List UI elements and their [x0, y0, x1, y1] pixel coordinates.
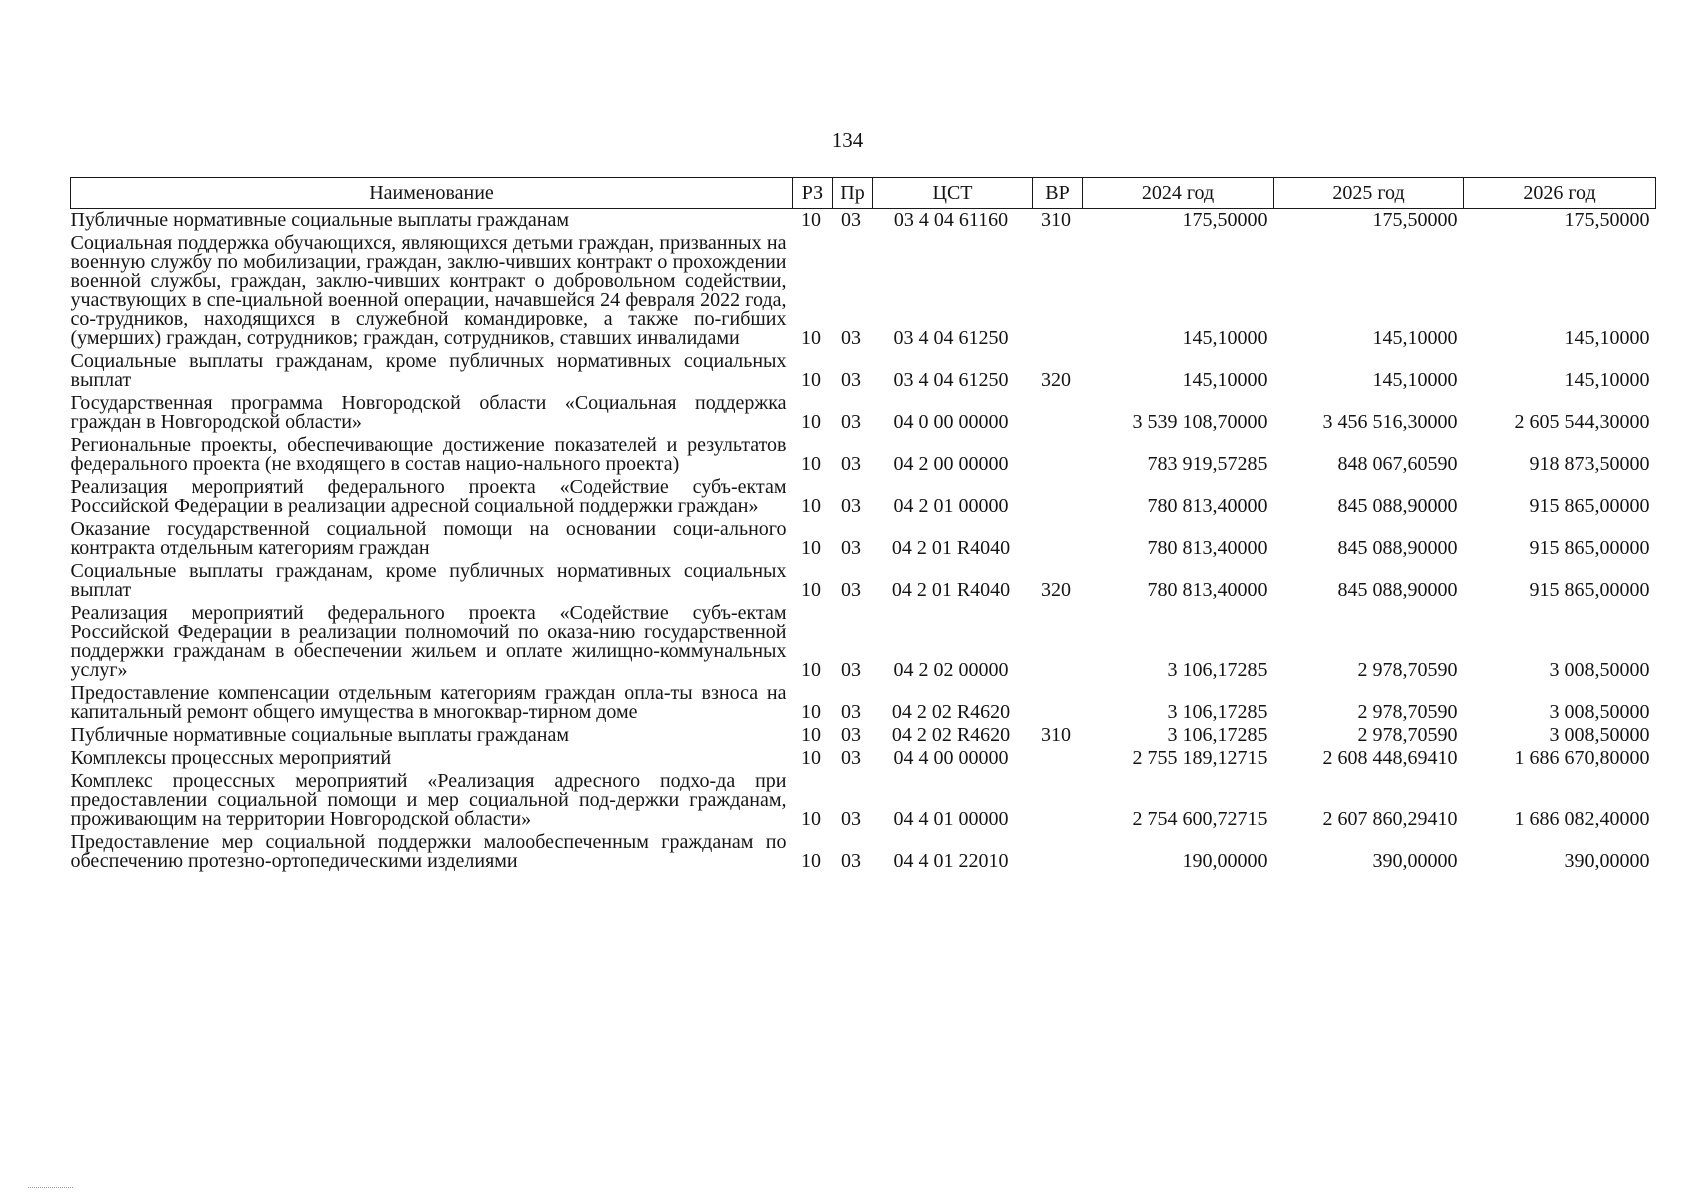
- cell-cst: 03 4 04 61160: [893, 209, 1009, 231]
- table-row: [71, 350, 1656, 392]
- cell-2026: 175,50000: [1564, 209, 1650, 231]
- cell-cst: 04 2 01 00000: [893, 495, 1009, 517]
- header-vr: ВР: [1033, 178, 1083, 209]
- cell-2024: 3 106,17285: [1167, 659, 1268, 681]
- cell-rz: 10: [801, 495, 821, 517]
- cell-name: Реализация мероприятий федерального проекта «Содействие субъ-ектам Российской Федерации в реализации полномочий по оказа-нию государственной поддержки гражданам в обеспечении жильем и оплате жилищно-коммунальных услуг»: [70, 602, 787, 681]
- table-row: [71, 831, 1656, 873]
- cell-2025: 845 088,90000: [1337, 537, 1458, 559]
- cell-name: Региональные проекты, обеспечивающие достижение показателей и результатов федерального проекта (не входящего в состав нацио-нального проекта): [70, 434, 787, 475]
- cell-2025: 2 608 448,69410: [1322, 747, 1458, 769]
- cell-cst: 04 0 00 00000: [893, 411, 1009, 433]
- cell-vr: [1033, 682, 1083, 724]
- cell-rz: 10: [801, 701, 821, 723]
- cell-cst: 04 2 02 R4620: [891, 724, 1011, 746]
- cell-vr: 310: [1041, 724, 1071, 746]
- page-number: 134: [831, 128, 864, 152]
- cell-2024: 780 813,40000: [1147, 495, 1268, 517]
- cell-2024: 190,00000: [1182, 850, 1268, 872]
- cell-2024: 783 919,57285: [1147, 453, 1268, 475]
- cell-2026: 1 686 670,80000: [1514, 747, 1650, 769]
- cell-2025: 845 088,90000: [1337, 579, 1458, 601]
- cell-2026: 915 865,00000: [1529, 537, 1650, 559]
- cell-pr: 03: [841, 411, 861, 433]
- cell-pr: 03: [841, 209, 861, 231]
- cell-rz: 10: [801, 369, 821, 391]
- cell-2026: 390,00000: [1564, 850, 1650, 872]
- cell-pr: 03: [841, 579, 861, 601]
- cell-2026: 145,10000: [1564, 369, 1650, 391]
- cell-2024: 780 813,40000: [1147, 537, 1268, 559]
- cell-2025: 3 456 516,30000: [1322, 411, 1458, 433]
- cell-cst: 04 2 00 00000: [893, 453, 1009, 475]
- header-2026: 2026 год: [1464, 178, 1656, 209]
- cell-pr: 03: [841, 747, 861, 769]
- table-row: [71, 560, 1656, 602]
- table-row: [71, 392, 1656, 434]
- cell-2025: 145,10000: [1372, 369, 1458, 391]
- cell-pr: 03: [841, 724, 861, 746]
- cell-2026: 3 008,50000: [1549, 659, 1650, 681]
- cell-2026: 2 605 544,30000: [1514, 411, 1650, 433]
- cell-cst: 03 4 04 61250: [893, 327, 1009, 349]
- table-row: [71, 434, 1656, 476]
- cell-2025: 848 067,60590: [1337, 453, 1458, 475]
- cell-pr: 03: [841, 701, 861, 723]
- cell-2024: 145,10000: [1182, 327, 1268, 349]
- cell-vr: 320: [1041, 369, 1071, 391]
- cell-2025: 175,50000: [1372, 209, 1458, 231]
- cell-name: Оказание государственной социальной помощи на основании соци-ального контракта отдельным категориям граждан: [70, 518, 787, 559]
- cell-cst: 04 4 01 22010: [893, 850, 1009, 872]
- cell-2025: 145,10000: [1372, 327, 1458, 349]
- cell-2024: 3 106,17285: [1167, 701, 1268, 723]
- cell-2026: 3 008,50000: [1549, 724, 1650, 746]
- header-2024: 2024 год: [1083, 178, 1274, 209]
- budget-table: [70, 177, 1656, 873]
- cell-2026: 918 873,50000: [1529, 453, 1650, 475]
- cell-pr: 03: [841, 369, 861, 391]
- cell-name: Социальные выплаты гражданам, кроме публичных нормативных социальных выплат: [70, 350, 787, 391]
- header-2025: 2025 год: [1274, 178, 1464, 209]
- cell-cst: 04 2 01 R4040: [891, 537, 1011, 559]
- cell-pr: 03: [841, 453, 861, 475]
- cell-name: Публичные нормативные социальные выплаты гражданам: [70, 209, 570, 231]
- cell-pr: 03: [841, 537, 861, 559]
- cell-2025: 2 978,70590: [1357, 724, 1458, 746]
- cell-name: Предоставление компенсации отдельным категориям граждан опла-ты взноса на капитальный ремонт общего имущества в многоквар-тирном доме: [70, 682, 787, 723]
- cell-pr: 03: [841, 808, 861, 830]
- table-row: [71, 209, 1656, 233]
- cell-2025: 390,00000: [1372, 850, 1458, 872]
- cell-name: Комплекс процессных мероприятий «Реализация адресного подхо-да при предоставлении социальной помощи и мер социальной под-держки гражданам, проживающим на территории Новгородской области»: [70, 770, 787, 830]
- cell-cst: 04 4 00 00000: [893, 747, 1009, 769]
- cell-rz: 10: [801, 659, 821, 681]
- cell-name: Реализация мероприятий федерального проекта «Содействие субъ-ектам Российской Федерации в реализации адресной социальной поддержки граждан»: [70, 476, 787, 517]
- cell-name: Предоставление мер социальной поддержки малообеспеченным гражданам по обеспечению протезно-ортопедическими изделиями: [70, 831, 787, 872]
- table-row: [71, 602, 1656, 682]
- cell-rz: 10: [801, 808, 821, 830]
- cell-2024: 175,50000: [1182, 209, 1268, 231]
- cell-2025: 2 978,70590: [1357, 701, 1458, 723]
- cell-cst: 04 2 02 R4620: [891, 701, 1011, 723]
- cell-2026: 915 865,00000: [1529, 579, 1650, 601]
- cell-2024: 3 106,17285: [1167, 724, 1268, 746]
- cell-rz: 10: [801, 411, 821, 433]
- cell-cst: 04 2 02 00000: [893, 659, 1009, 681]
- cell-vr: 310: [1041, 209, 1071, 231]
- table-row: [71, 770, 1656, 831]
- cell-vr: [1033, 434, 1083, 476]
- cell-2024: 780 813,40000: [1147, 579, 1268, 601]
- cell-2025: 2 978,70590: [1357, 659, 1458, 681]
- cell-2025: 845 088,90000: [1337, 495, 1458, 517]
- scan-artifact-line: [28, 1187, 73, 1188]
- cell-2026: 145,10000: [1564, 327, 1650, 349]
- cell-vr: [1033, 770, 1083, 831]
- cell-pr: 03: [841, 327, 861, 349]
- table-row: [71, 724, 1656, 747]
- cell-2026: 915 865,00000: [1529, 495, 1650, 517]
- cell-2025: 2 607 860,29410: [1322, 808, 1458, 830]
- cell-vr: [1033, 602, 1083, 682]
- cell-rz: 10: [801, 747, 821, 769]
- cell-2024: 145,10000: [1182, 369, 1268, 391]
- cell-rz: 10: [801, 453, 821, 475]
- cell-rz: 10: [801, 850, 821, 872]
- cell-vr: [1033, 831, 1083, 873]
- cell-rz: 10: [801, 579, 821, 601]
- table-row: [71, 682, 1656, 724]
- cell-pr: 03: [841, 659, 861, 681]
- header-rz: РЗ: [793, 178, 833, 209]
- cell-2024: 2 754 600,72715: [1132, 808, 1268, 830]
- header-cst: ЦСТ: [873, 178, 1033, 209]
- cell-cst: 04 2 01 R4040: [891, 579, 1011, 601]
- cell-cst: 03 4 04 61250: [893, 369, 1009, 391]
- cell-name: Социальная поддержка обучающихся, являющихся детьми граждан, призванных на военную службу по мобилизации, граждан, заклю-чивших контракт о прохождении военной службы, граждан, заклю-чивших контракт о добровольном содействии, участвующих в спе-циальной военной операции, начавшейся 24 февраля 2022 года, со-трудников, находящихся в служебной командировке, а также по-гибших (умерших) граждан, сотрудников; граждан, сотрудников, ставших инвалидами: [70, 232, 787, 349]
- cell-name: Публичные нормативные социальные выплаты гражданам: [70, 724, 570, 746]
- header-name: Наименование: [71, 178, 793, 209]
- cell-vr: [1033, 392, 1083, 434]
- header-pr: Пр: [833, 178, 873, 209]
- cell-rz: 10: [801, 537, 821, 559]
- cell-pr: 03: [841, 850, 861, 872]
- cell-name: Социальные выплаты гражданам, кроме публичных нормативных социальных выплат: [70, 560, 787, 601]
- cell-vr: [1033, 476, 1083, 518]
- table-row: [71, 476, 1656, 518]
- table-row: [71, 747, 1656, 770]
- table-header-row: [71, 178, 1656, 209]
- cell-vr: 320: [1041, 579, 1071, 601]
- cell-vr: [1033, 518, 1083, 560]
- cell-2026: 3 008,50000: [1549, 701, 1650, 723]
- cell-cst: 04 4 01 00000: [893, 808, 1009, 830]
- cell-vr: [1033, 232, 1083, 350]
- cell-vr: [1033, 747, 1083, 770]
- cell-name: Комплексы процессных мероприятий: [70, 747, 392, 769]
- table-row: [71, 232, 1656, 350]
- table-row: [71, 518, 1656, 560]
- cell-2024: 2 755 189,12715: [1132, 747, 1268, 769]
- cell-name: Государственная программа Новгородской области «Социальная поддержка граждан в Новгородской области»: [70, 392, 787, 433]
- cell-pr: 03: [841, 495, 861, 517]
- cell-rz: 10: [801, 209, 821, 231]
- cell-rz: 10: [801, 724, 821, 746]
- cell-2026: 1 686 082,40000: [1514, 808, 1650, 830]
- table-body: [71, 209, 1656, 874]
- cell-2024: 3 539 108,70000: [1132, 411, 1268, 433]
- cell-rz: 10: [801, 327, 821, 349]
